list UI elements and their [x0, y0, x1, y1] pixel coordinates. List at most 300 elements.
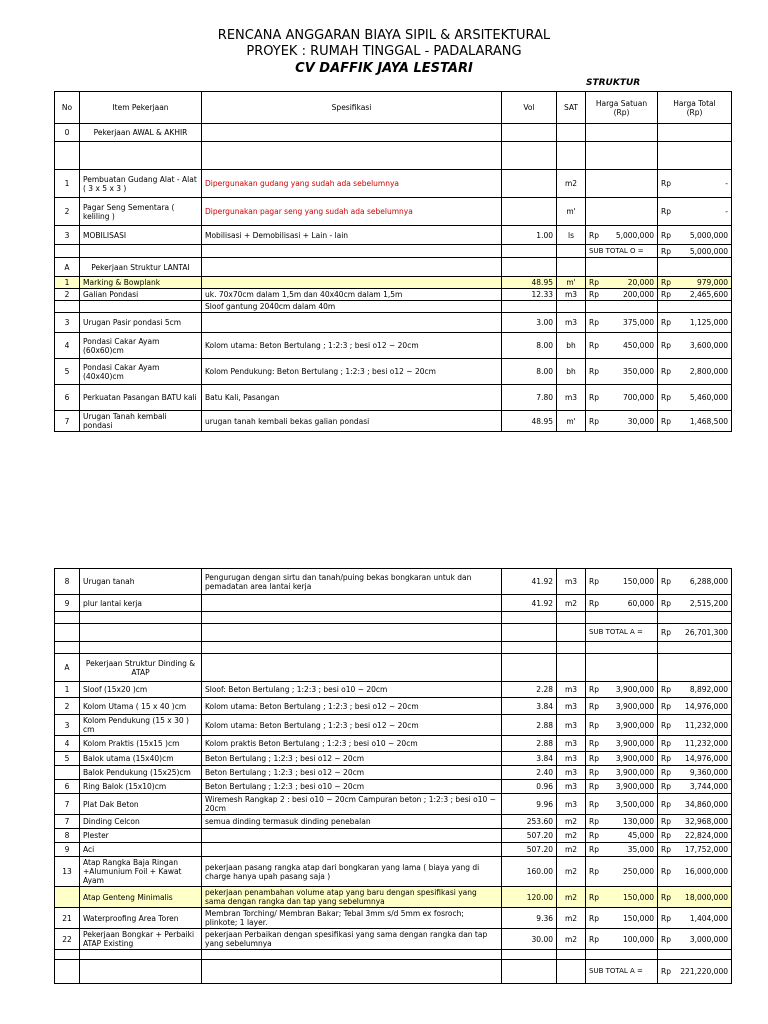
unit-price [586, 258, 658, 277]
currency-label: Rp [589, 867, 599, 876]
total-price [658, 277, 732, 289]
row-number: 3 [55, 313, 80, 333]
item-volume: 160.00 [502, 857, 557, 887]
unit-price [586, 794, 658, 815]
unit-price-value: 150,000 [622, 892, 654, 902]
total-price [658, 612, 732, 624]
item-spec: Dipergunakan gudang yang sudah ada sebelumnya [202, 170, 502, 198]
table-row [55, 301, 732, 313]
total-value: 16,000,000 [685, 867, 728, 876]
total-price [658, 736, 732, 752]
project-title: PROYEK : RUMAH TINGGAL - PADALARANG [246, 44, 522, 59]
item-spec [202, 245, 502, 258]
item-unit [557, 612, 586, 624]
table-row [55, 815, 732, 829]
table-row [55, 857, 732, 887]
item-spec: urugan tanah kembali bekas galian pondasi [202, 411, 502, 432]
row-number [55, 887, 80, 908]
currency-label: Rp [661, 341, 671, 350]
row-number: 4 [55, 333, 80, 359]
item-volume [502, 170, 557, 198]
item-volume: 8.00 [502, 359, 557, 385]
item-name: Waterproofing Area Toren [80, 908, 202, 929]
unit-price [586, 313, 658, 333]
total-price [658, 313, 732, 333]
total-price [658, 929, 732, 950]
unit-price [586, 815, 658, 829]
item-spec: Beton Bertulang ; 1:2:3 ; besi o10 ~ 20cm [202, 780, 502, 794]
currency-label: Rp [661, 739, 671, 748]
table-row [55, 766, 732, 780]
currency-label: Rp [661, 817, 671, 826]
unit-price-value: 375,000 [622, 318, 654, 327]
item-unit [557, 245, 586, 258]
total-currency: (Rp) [686, 107, 703, 117]
total-value: 32,968,000 [685, 817, 728, 826]
unit-price-label: Harga Satuan [595, 98, 648, 108]
item-name: Pondasi Cakar Ayam (60x60)cm [80, 333, 202, 359]
item-volume: 507.20 [502, 829, 557, 843]
item-name: Atap Genteng Minimalis [80, 887, 202, 908]
item-name [80, 245, 202, 258]
currency-label: Rp [589, 817, 599, 826]
total-value: 22,824,000 [685, 831, 728, 840]
row-number [55, 142, 80, 170]
item-unit: m' [557, 277, 586, 289]
currency-label: Rp [661, 685, 671, 694]
currency-label: Rp [589, 831, 599, 840]
unit-price-value: 100,000 [622, 934, 654, 944]
item-spec [202, 142, 502, 170]
table-row [55, 829, 732, 843]
total-price [658, 642, 732, 654]
item-spec: Kolom utama: Beton Bertulang ; 1:2:3 ; besi o12 ~ 20cm [202, 698, 502, 715]
row-number [55, 301, 80, 313]
table-row [55, 359, 732, 385]
item-volume: 7.80 [502, 385, 557, 411]
item-unit: m3 [557, 766, 586, 780]
item-spec: pekerjaan penambahan volume atap yang baru dengan spesifikasi yang sama dengan rangka dan tap yang sebelumnya [202, 887, 502, 908]
item-volume [502, 654, 557, 682]
row-number: 8 [55, 829, 80, 843]
table-row [55, 929, 732, 950]
total-value: 1,125,000 [689, 318, 728, 327]
item-name: plur lantai kerja [80, 595, 202, 612]
currency-label: Rp [589, 768, 599, 777]
unit-price [586, 698, 658, 715]
total-value: - [725, 179, 728, 188]
currency-label: Rp [661, 318, 671, 327]
currency-label: Rp [589, 720, 599, 730]
currency-label: Rp [661, 867, 671, 876]
unit-price [586, 142, 658, 170]
item-spec: Pengurugan dengan sirtu dan tanah/puing bekas bongkaran untuk dan pemadatan area lantai kerja [202, 569, 502, 595]
item-name: Pekerjaan Struktur Dinding & ATAP [80, 654, 202, 682]
currency-label: Rp [661, 967, 671, 976]
item-spec: Membran Torching/ Membran Bakar; Tebal 3mm s/d 5mm ex fosroch; plinkote; 1 layer. [202, 908, 502, 929]
total-price [658, 843, 732, 857]
table-row [55, 780, 732, 794]
col-item-header: Item Pekerjaan [80, 92, 202, 124]
item-spec [202, 960, 502, 984]
row-number: 7 [55, 815, 80, 829]
table-row [55, 385, 732, 411]
item-spec: Sloof gantung 2040cm dalam 40m [202, 301, 502, 313]
table-row [55, 682, 732, 698]
total-value: 1,404,000 [689, 913, 728, 923]
item-volume [502, 642, 557, 654]
unit-price-value: 450,000 [622, 341, 654, 350]
currency-label: Rp [589, 577, 599, 586]
currency-label: Rp [589, 393, 599, 402]
item-unit: m2 [557, 857, 586, 887]
currency-label: Rp [589, 367, 599, 376]
currency-label: Rp [589, 799, 599, 809]
row-number: 1 [55, 170, 80, 198]
unit-price [586, 595, 658, 612]
row-number: 2 [55, 698, 80, 715]
unit-price [586, 642, 658, 654]
total-value: 221,220,000 [680, 967, 728, 976]
unit-price-value: 35,000 [627, 845, 654, 854]
item-spec: pekerjaan Perbaikan dengan spesifikasi yang sama dengan rangka dan tap yang sebelumnya [202, 929, 502, 950]
item-name [80, 960, 202, 984]
unit-price-value: 250,000 [622, 867, 654, 876]
item-volume: 30.00 [502, 929, 557, 950]
item-unit: m2 [557, 887, 586, 908]
item-name: Balok Pendukung (15x25)cm [80, 766, 202, 780]
row-number: 3 [55, 715, 80, 736]
currency-label: Rp [661, 416, 671, 426]
row-number: A [55, 258, 80, 277]
row-number [55, 612, 80, 624]
total-price [658, 624, 732, 642]
total-price [658, 595, 732, 612]
total-price [658, 682, 732, 698]
total-price [658, 766, 732, 780]
item-unit: m2 [557, 829, 586, 843]
total-value: 14,976,000 [685, 701, 728, 711]
item-unit: m3 [557, 736, 586, 752]
table-row [55, 124, 732, 142]
item-unit: m3 [557, 682, 586, 698]
unit-price [586, 124, 658, 142]
currency-label: Rp [661, 393, 671, 402]
item-volume: 12.33 [502, 289, 557, 301]
unit-price [586, 829, 658, 843]
item-name: Marking & Bowplank [80, 277, 202, 289]
item-unit: m3 [557, 289, 586, 301]
currency-label: Rp [589, 278, 599, 287]
unit-price [586, 301, 658, 313]
currency-label: Rp [661, 754, 671, 763]
row-number: 9 [55, 595, 80, 612]
item-unit [557, 960, 586, 984]
table-row [55, 698, 732, 715]
row-number: 22 [55, 929, 80, 950]
item-name: Plat Dak Beton [80, 794, 202, 815]
col-no-header: No [55, 92, 80, 124]
currency-label: Rp [589, 934, 599, 944]
row-number: 5 [55, 359, 80, 385]
table-row [55, 752, 732, 766]
item-name: Urugan Tanah kembali pondasi [80, 411, 202, 432]
item-spec: uk. 70x70cm dalam 1,5m dan 40x40cm dalam 1,5m [202, 289, 502, 301]
item-name: MOBILISASI [80, 226, 202, 245]
item-volume [502, 198, 557, 226]
unit-price-value: 3,900,000 [615, 701, 654, 711]
item-volume: 48.95 [502, 411, 557, 432]
table-row [55, 624, 732, 642]
table-row [55, 736, 732, 752]
col-sat-header: SAT [557, 92, 586, 124]
item-name: Atap Rangka Baja Ringan +Alumunium Foil + Kawat Ayam [80, 857, 202, 887]
total-price [658, 301, 732, 313]
table-row [55, 258, 732, 277]
unit-price [586, 766, 658, 780]
item-volume: 507.20 [502, 843, 557, 857]
document-title: RENCANA ANGGARAN BIAYA SIPIL & ARSITEKTURAL [217, 28, 551, 43]
item-volume: 253.60 [502, 815, 557, 829]
item-spec [202, 624, 502, 642]
unit-price [586, 843, 658, 857]
item-volume: 3.00 [502, 313, 557, 333]
item-spec: pekerjaan pasang rangka atap dari bongkaran yang lama ( biaya yang di charge hanya upah pasang saja ) [202, 857, 502, 887]
currency-label: Rp [589, 701, 599, 711]
item-volume: 41.92 [502, 569, 557, 595]
total-value: 3,744,000 [689, 782, 728, 791]
unit-price-value: 20,000 [627, 278, 654, 287]
subtotal-label: SUB TOTAL A = [586, 960, 658, 984]
item-name [80, 624, 202, 642]
item-volume [502, 612, 557, 624]
item-volume: 2.88 [502, 736, 557, 752]
row-number: 21 [55, 908, 80, 929]
unit-price [586, 277, 658, 289]
total-value: 2,800,000 [689, 367, 728, 376]
table-row [55, 908, 732, 929]
currency-label: Rp [661, 230, 671, 240]
item-name: Ring Balok (15x10)cm [80, 780, 202, 794]
item-name [80, 642, 202, 654]
row-number [55, 766, 80, 780]
item-volume [502, 960, 557, 984]
total-price [658, 226, 732, 245]
row-number: 5 [55, 752, 80, 766]
total-value: 3,600,000 [689, 341, 728, 350]
unit-price [586, 612, 658, 624]
item-volume: 2.88 [502, 715, 557, 736]
item-name: Galian Pondasi [80, 289, 202, 301]
item-volume: 9.36 [502, 908, 557, 929]
currency-label: Rp [661, 367, 671, 376]
currency-label: Rp [661, 799, 671, 809]
item-volume: 3.84 [502, 698, 557, 715]
item-volume: 1.00 [502, 226, 557, 245]
total-value: 11,232,000 [685, 720, 728, 730]
unit-price [586, 752, 658, 766]
total-price [658, 780, 732, 794]
total-price [658, 752, 732, 766]
item-name: Pekerjaan Bongkar + Perbaiki ATAP Existing [80, 929, 202, 950]
item-spec: Kolom utama: Beton Bertulang ; 1:2:3 ; besi o12 ~ 20cm [202, 715, 502, 736]
currency-label: Rp [589, 782, 599, 791]
item-name: Pagar Seng Sementara ( keliling ) [80, 198, 202, 226]
item-unit [557, 301, 586, 313]
currency-label: Rp [589, 845, 599, 854]
total-price [658, 245, 732, 258]
unit-price-value: 3,900,000 [615, 782, 654, 791]
item-unit: m2 [557, 929, 586, 950]
row-number: 1 [55, 682, 80, 698]
currency-label: Rp [661, 913, 671, 923]
unit-price-value: 3,900,000 [615, 720, 654, 730]
row-number: 0 [55, 124, 80, 142]
row-number [55, 624, 80, 642]
table-row [55, 654, 732, 682]
table-row [55, 333, 732, 359]
unit-price-value: 150,000 [622, 577, 654, 586]
total-value: 18,000,000 [685, 892, 728, 902]
total-price [658, 333, 732, 359]
unit-price-value: 200,000 [622, 290, 654, 299]
col-unit-price-header [586, 92, 658, 124]
total-label: Harga Total [673, 98, 716, 108]
row-number: 9 [55, 843, 80, 857]
unit-price [586, 654, 658, 682]
unit-price-value: 3,900,000 [615, 739, 654, 748]
item-spec [202, 124, 502, 142]
total-price [658, 960, 732, 984]
currency-label: Rp [589, 739, 599, 748]
total-price [658, 715, 732, 736]
unit-price-currency: (Rp) [613, 107, 630, 117]
row-number: 6 [55, 385, 80, 411]
total-price [658, 142, 732, 170]
table-row [55, 843, 732, 857]
item-name: Urugan Pasir pondasi 5cm [80, 313, 202, 333]
row-number: A [55, 654, 80, 682]
item-name [80, 301, 202, 313]
total-value: 3,000,000 [689, 934, 728, 944]
item-volume: 41.92 [502, 595, 557, 612]
subtotal-label: SUB TOTAL A = [586, 624, 658, 642]
total-value: - [725, 207, 728, 216]
unit-price-value: 5,000,000 [615, 230, 654, 240]
unit-price [586, 359, 658, 385]
total-price [658, 289, 732, 301]
item-spec: Beton Bertulang ; 1:2:3 ; besi o12 ~ 20cm [202, 752, 502, 766]
total-price [658, 698, 732, 715]
table-row [55, 313, 732, 333]
item-unit: bh [557, 359, 586, 385]
item-unit: m2 [557, 815, 586, 829]
table-row [55, 142, 732, 170]
item-unit: m' [557, 198, 586, 226]
total-value: 9,360,000 [689, 768, 728, 777]
row-number: 6 [55, 780, 80, 794]
total-price [658, 654, 732, 682]
item-unit [557, 124, 586, 142]
table-row [55, 569, 732, 595]
item-unit [557, 624, 586, 642]
item-unit: m3 [557, 780, 586, 794]
unit-price-value: 130,000 [622, 817, 654, 826]
currency-label: Rp [589, 290, 599, 299]
table-row [55, 411, 732, 432]
section-label: STRUKTUR [586, 78, 641, 88]
item-spec: Kolom praktis Beton Bertulang ; 1:2:3 ; besi o10 ~ 20cm [202, 736, 502, 752]
item-name: Pekerjaan AWAL & AKHIR [80, 124, 202, 142]
total-value: 5,000,000 [689, 230, 728, 240]
table-header-row [55, 92, 732, 124]
col-vol-header: Vol [502, 92, 557, 124]
item-spec [202, 595, 502, 612]
item-unit: bh [557, 333, 586, 359]
item-volume: 0.96 [502, 780, 557, 794]
unit-price [586, 929, 658, 950]
total-value: 5,460,000 [689, 393, 728, 402]
currency-label: Rp [661, 179, 671, 188]
item-name: Kolom Praktis (15x15 )cm [80, 736, 202, 752]
unit-price [586, 950, 658, 960]
item-name: Dinding Celcon [80, 815, 202, 829]
row-number: 1 [55, 277, 80, 289]
row-number [55, 960, 80, 984]
total-value: 2,515,200 [689, 598, 728, 608]
table-row [55, 198, 732, 226]
currency-label: Rp [589, 598, 599, 608]
item-unit: m3 [557, 752, 586, 766]
item-unit [557, 142, 586, 170]
table-row [55, 715, 732, 736]
table-row [55, 960, 732, 984]
unit-price [586, 289, 658, 301]
item-spec: semua dinding termasuk dinding penebalan [202, 815, 502, 829]
item-spec [202, 612, 502, 624]
item-spec [202, 843, 502, 857]
unit-price [586, 887, 658, 908]
row-number: 3 [55, 226, 80, 245]
subtotal-label: SUB TOTAL O = [586, 245, 658, 258]
item-volume [502, 258, 557, 277]
total-price [658, 359, 732, 385]
item-unit: m3 [557, 794, 586, 815]
total-value: 2,465,600 [689, 290, 728, 299]
table-row [55, 794, 732, 815]
total-price [658, 411, 732, 432]
currency-label: Rp [589, 892, 599, 902]
unit-price [586, 857, 658, 887]
item-unit: m3 [557, 698, 586, 715]
total-value: 6,288,000 [689, 577, 728, 586]
item-spec [202, 642, 502, 654]
item-volume [502, 950, 557, 960]
item-name: Kolom Utama ( 15 x 40 )cm [80, 698, 202, 715]
item-volume [502, 301, 557, 313]
unit-price-value: 30,000 [627, 416, 654, 426]
total-price [658, 794, 732, 815]
item-spec: Wiremesh Rangkap 2 : besi o10 ~ 20cm Campuran beton ; 1:2:3 ; besi o10 ~ 20cm [202, 794, 502, 815]
item-volume [502, 245, 557, 258]
row-number [55, 642, 80, 654]
currency-label: Rp [661, 720, 671, 730]
unit-price [586, 736, 658, 752]
company-name: CV DAFFIK JAYA LESTARI [295, 61, 473, 76]
total-price [658, 908, 732, 929]
currency-label: Rp [661, 278, 671, 287]
row-number [55, 950, 80, 960]
